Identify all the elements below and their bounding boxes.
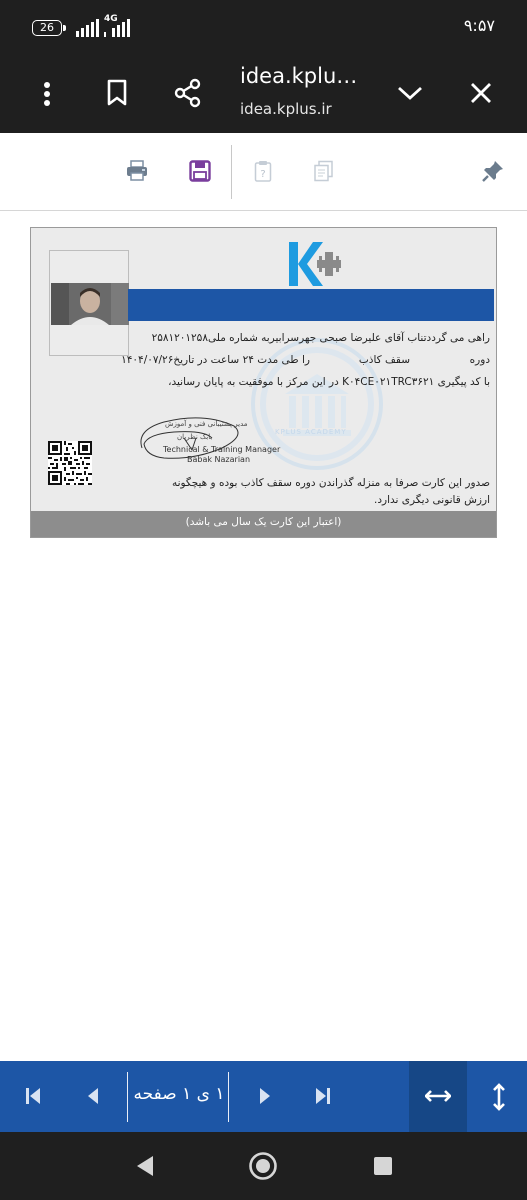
document-toolbar: [0, 133, 527, 211]
fit-height-icon[interactable]: [484, 1081, 514, 1113]
pager-separator: [127, 1072, 128, 1122]
signatory-name-en: Babak Nazarian: [187, 455, 251, 464]
certificate-note-1: صدور این کارت صرفا به منزله گذراندن دوره سقف کاذب بوده و هیچگونه: [171, 477, 490, 489]
recents-icon[interactable]: [368, 1152, 398, 1180]
toolbar-separator: [231, 145, 232, 199]
document-viewer[interactable]: [0, 212, 527, 1062]
custom-tab-header: [0, 56, 527, 133]
save-icon[interactable]: [185, 157, 215, 185]
photo-frame: [49, 250, 129, 356]
certificate-line-2-course: دوره: [469, 354, 490, 366]
page-url: idea.kplus.ir: [240, 100, 332, 118]
validity-text: (اعتبار این کارت یک سال می باشد): [185, 516, 342, 528]
first-page-icon[interactable]: [18, 1081, 48, 1111]
student-photo: [51, 283, 129, 325]
signatory-title-fa: مدیر پشتیبانی فنی و آموزش: [165, 420, 248, 428]
certificate-line-1: راهی می گرددتناب آقای علیرضا صبحی جهرسرابیربه شماره ملی۲۵۸۱۲۰۱۲۵۸: [151, 332, 490, 344]
page-navigation-bar: [0, 1061, 527, 1132]
fit-width-icon: [423, 1083, 453, 1109]
qr-code-icon: [48, 441, 92, 485]
close-icon[interactable]: [464, 76, 498, 110]
signal-icon: [76, 19, 99, 37]
signatory-title-en: Technical & Training Manager: [163, 445, 281, 454]
fit-width-button[interactable]: [409, 1061, 467, 1132]
print-icon[interactable]: [122, 157, 152, 185]
certificate-course-name: سقف کاذب: [358, 354, 410, 366]
validity-band: [31, 511, 496, 537]
bookmark-icon[interactable]: [100, 74, 134, 112]
prev-page-icon[interactable]: [78, 1081, 108, 1111]
last-page-icon[interactable]: [308, 1081, 338, 1111]
watermark-text: KPLUS ACADEMY: [275, 428, 347, 436]
certificate-note-2: ارزش قانونی دیگری ندارد.: [374, 494, 490, 506]
training-certificate-card: [30, 227, 497, 538]
pin-icon[interactable]: [479, 157, 507, 185]
page-indicator: ۱ ی ۱ صفحه: [133, 1084, 225, 1104]
battery-icon: [32, 20, 62, 36]
more-vert-icon[interactable]: [33, 76, 61, 112]
share-icon[interactable]: [170, 74, 206, 112]
chevron-down-icon[interactable]: [393, 76, 427, 110]
certificate-line-3: با کد پیگیری K۰۴CE۰۲۱TRC۳۶۲۱ در این مرکز با موفقیت به پایان رسانید،: [168, 376, 490, 388]
home-icon[interactable]: [246, 1150, 280, 1182]
certificate-line-2-date: را طی مدت ۲۴ ساعت در تاریخ۱۴۰۴/۰۷/۲۶: [121, 354, 310, 366]
system-navigation-bar: [0, 1132, 527, 1200]
signatory-name-fa: بابک نظریان: [177, 433, 213, 441]
clock: ۹:۵۷: [463, 16, 495, 35]
status-bar: [0, 0, 527, 56]
svg-text:?: ?: [260, 169, 266, 180]
network-type: 4G: [104, 14, 118, 24]
kplus-logo-icon: [287, 240, 345, 288]
header-band: [128, 289, 494, 321]
lte-signal-icon: [104, 19, 130, 37]
pager-separator: [228, 1072, 229, 1122]
back-icon[interactable]: [130, 1152, 160, 1180]
next-page-icon[interactable]: [250, 1081, 280, 1111]
page-title: idea.kplu…: [240, 64, 358, 88]
paste-icon[interactable]: [249, 157, 277, 185]
battery-level: 26: [40, 21, 54, 34]
copy-icon[interactable]: [310, 157, 338, 185]
